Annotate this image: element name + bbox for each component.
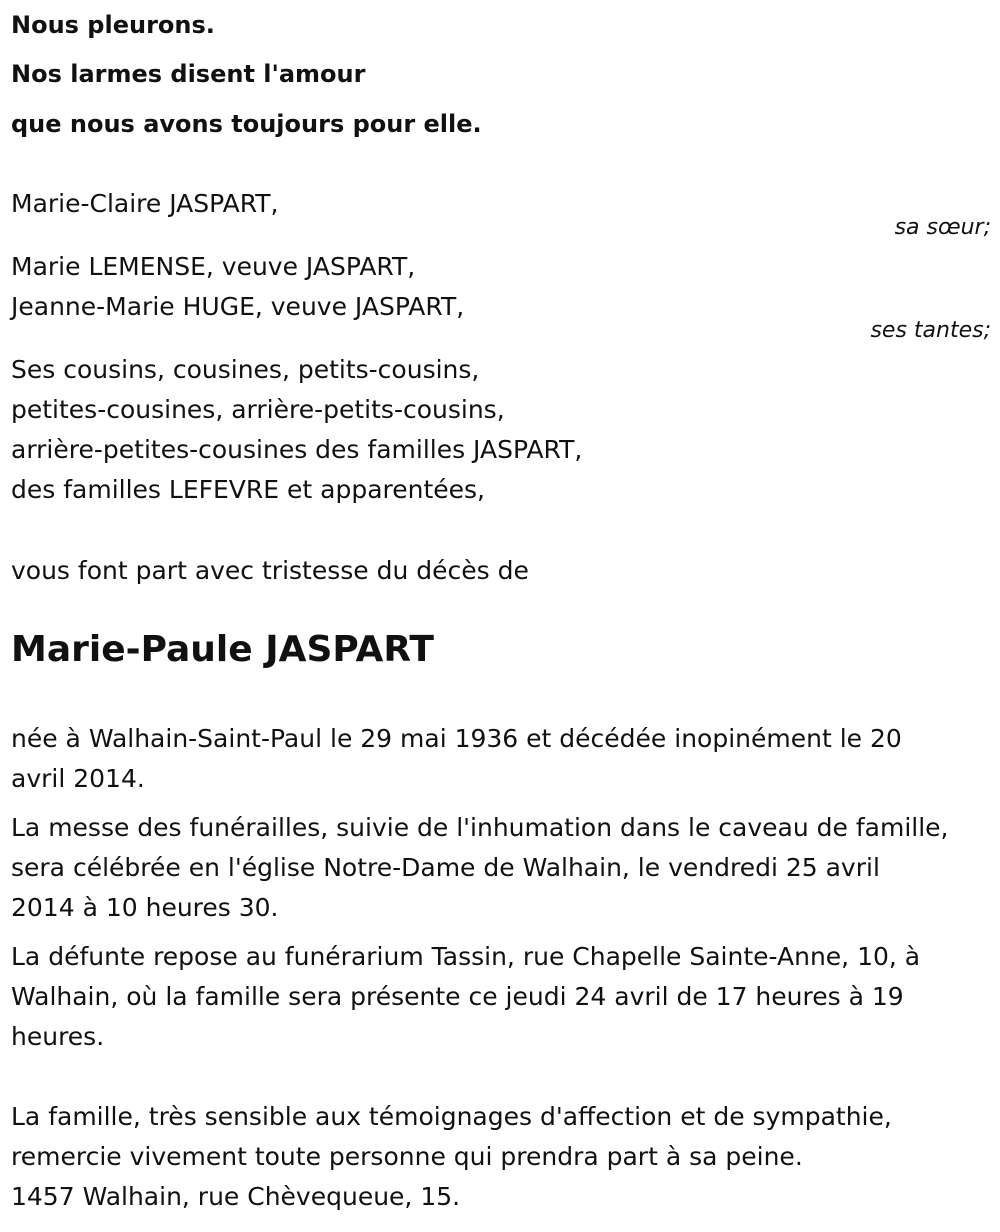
poem-line: Nos larmes disent l'amour (11, 60, 366, 88)
poem-line: que nous avons toujours pour elle. (11, 110, 482, 138)
birth-death-line: née à Walhain-Saint-Paul le 29 mai 1936 et décédée inopinément le 20 (11, 724, 902, 753)
aunt-name: Marie LEMENSE, veuve JASPART, (11, 252, 416, 281)
visitation-line: Walhain, où la famille sera présente ce jeudi 24 avril de 17 heures à 19 (11, 982, 904, 1011)
sister-name: Marie-Claire JASPART, (11, 189, 279, 218)
sister-role: sa sœur; (894, 215, 991, 240)
cousins-line: Ses cousins, cousines, petits-cousins, (11, 355, 480, 384)
cousins-line: petites-cousines, arrière-petits-cousins, (11, 395, 505, 424)
aunt-name: Jeanne-Marie HUGE, veuve JASPART, (11, 292, 465, 321)
visitation-line: La défunte repose au funérarium Tassin, rue Chapelle Sainte-Anne, 10, à (11, 942, 921, 971)
family-address: 1457 Walhain, rue Chèvequeue, 15. (11, 1182, 461, 1211)
funeral-line: La messe des funérailles, suivie de l'inhumation dans le caveau de famille, (11, 813, 949, 842)
announcement-text: vous font part avec tristesse du décès de (11, 556, 529, 585)
poem-line: Nous pleurons. (11, 11, 215, 39)
aunts-role: ses tantes; (870, 318, 991, 343)
funeral-line: sera célébrée en l'église Notre-Dame de Walhain, le vendredi 25 avril (11, 853, 880, 882)
cousins-line: des familles LEFEVRE et apparentées, (11, 475, 485, 504)
birth-death-line: avril 2014. (11, 764, 145, 793)
cousins-line: arrière-petites-cousines des familles JASPART, (11, 435, 583, 464)
visitation-line: heures. (11, 1022, 105, 1051)
thanks-line: La famille, très sensible aux témoignages d'affection et de sympathie, (11, 1102, 892, 1131)
thanks-line: remercie vivement toute personne qui prendra part à sa peine. (11, 1142, 803, 1171)
funeral-line: 2014 à 10 heures 30. (11, 893, 279, 922)
deceased-name: Marie-Paule JASPART (11, 629, 434, 670)
